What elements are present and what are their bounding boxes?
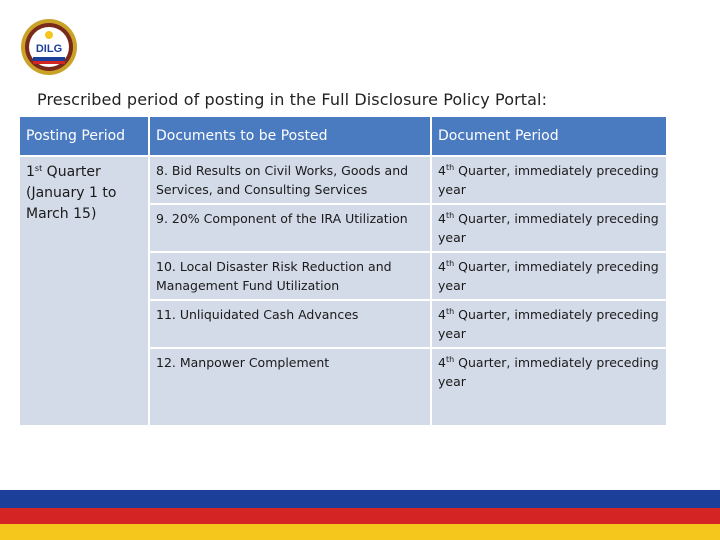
document-period-cell: 4th Quarter, immediately preceding year [431,204,667,252]
header-document-period: Document Period [431,116,667,156]
posting-period-cell: 1st Quarter (January 1 to March 15) [19,156,149,426]
document-period-cell: 4th Quarter, immediately preceding year [431,252,667,300]
footer-stripe-red [0,508,720,524]
svg-text:DILG: DILG [35,43,63,55]
document-cell: 12. Manpower Complement [149,348,431,426]
table-row [19,156,667,204]
page-heading: Prescribed period of posting in the Full Disclosure Policy Portal: [37,90,548,109]
document-cell: 10. Local Disaster Risk Reduction and Management Fund Utilization [149,252,431,300]
header-posting-period: Posting Period [19,116,149,156]
document-period-cell: 4th Quarter, immediately preceding year [431,300,667,348]
dilg-logo [20,18,78,76]
document-period-cell: 4th Quarter, immediately preceding year [431,348,667,426]
posting-period-table [18,115,668,427]
document-cell: 9. 20% Component of the IRA Utilization [149,204,431,252]
footer-stripe-yellow [0,524,720,540]
document-period-cell: 4th Quarter, immediately preceding year [431,156,667,204]
document-cell: 8. Bid Results on Civil Works, Goods and Services, and Consulting Services [149,156,431,204]
document-cell: 11. Unliquidated Cash Advances [149,300,431,348]
footer-stripe-blue [0,490,720,508]
header-documents: Documents to be Posted [149,116,431,156]
table-header-row [19,116,667,156]
